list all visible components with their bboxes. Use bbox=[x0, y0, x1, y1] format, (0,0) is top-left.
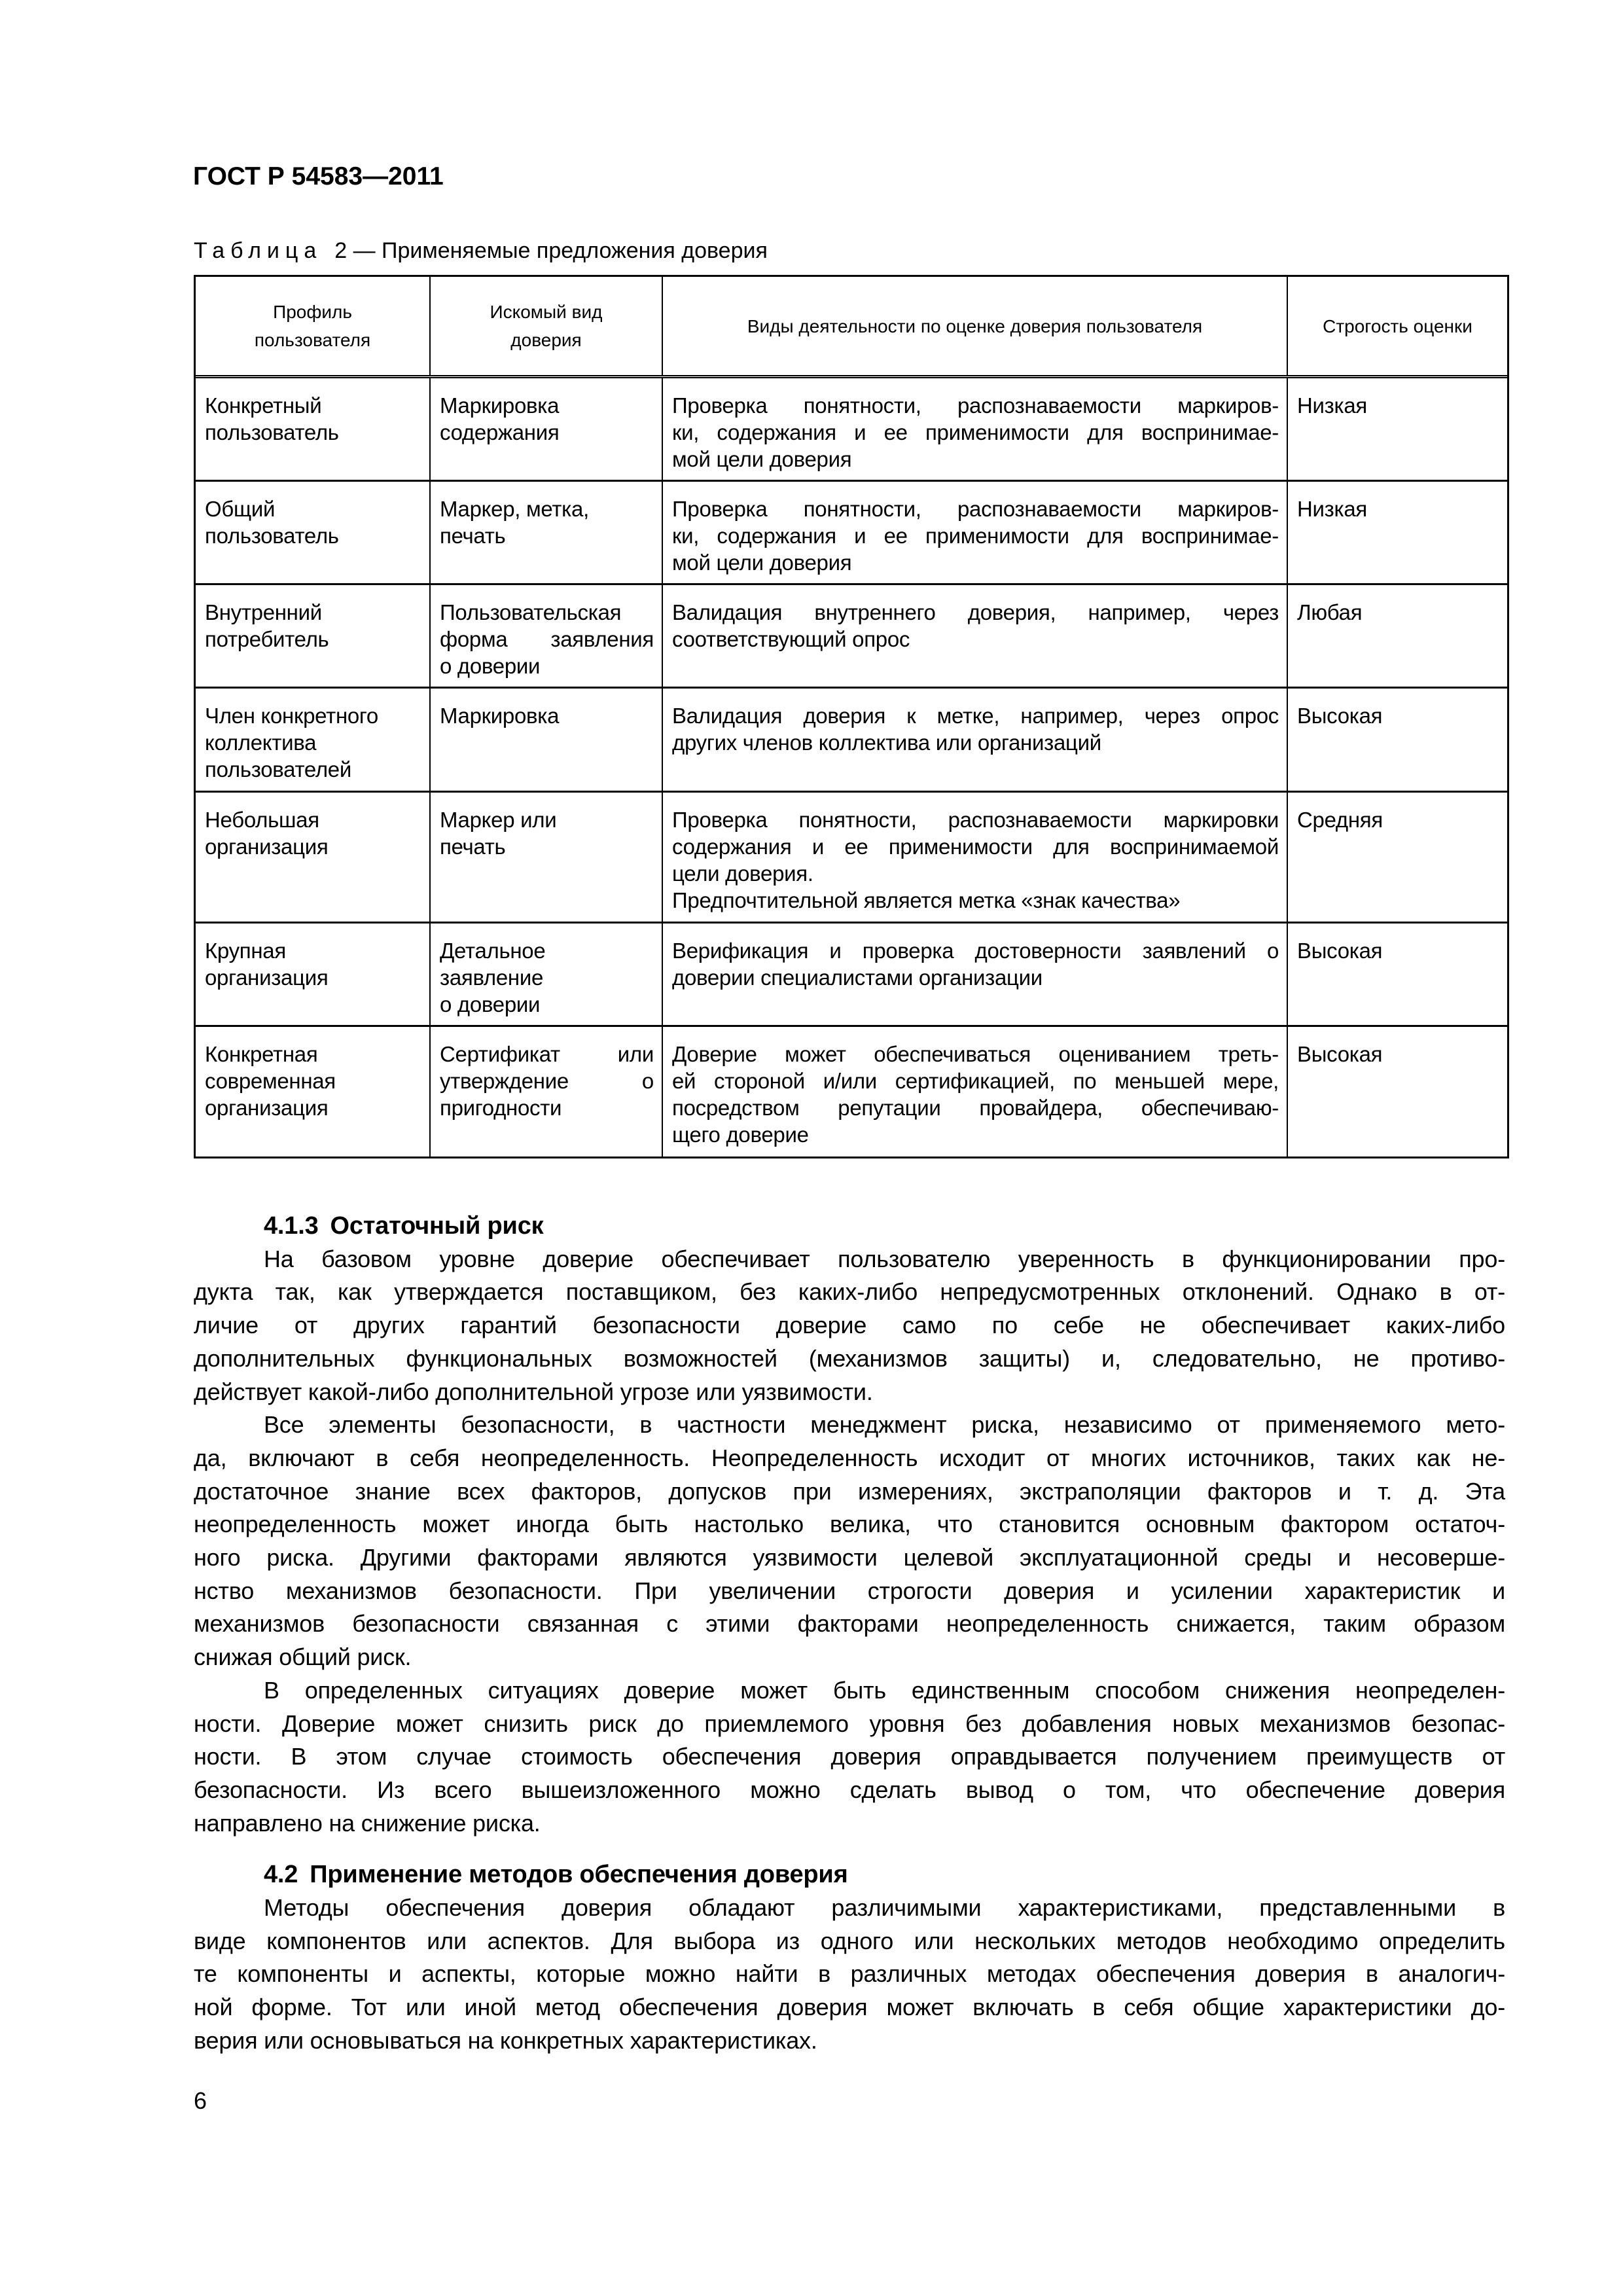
activities-cell bbox=[662, 1027, 1287, 1157]
header-assessment-rigor bbox=[1287, 277, 1507, 375]
text-line: Конкретный bbox=[205, 393, 322, 418]
rigor-cell bbox=[1287, 585, 1507, 687]
trust-type-cell bbox=[429, 482, 662, 583]
text-line: Внутренний bbox=[205, 600, 322, 624]
text-line: содержания bbox=[440, 420, 560, 444]
table-row bbox=[196, 480, 1507, 583]
table-row bbox=[196, 1025, 1507, 1157]
table-row bbox=[196, 583, 1507, 687]
section-heading-4-1-3 bbox=[194, 1210, 1505, 1243]
text-line: соответствующий опрос bbox=[672, 627, 910, 651]
paragraph bbox=[194, 1892, 1505, 2058]
text-line: Пользовательская bbox=[440, 600, 622, 624]
activities-cell bbox=[662, 378, 1287, 480]
text-line: Валидация доверия к метке, например, через опрос bbox=[672, 704, 1279, 728]
text-line: механизмов безопасности связанная с этими факторами неопределенность снижается, таким образом bbox=[194, 1610, 1505, 1638]
activities-cell bbox=[662, 482, 1287, 583]
text-line: безопасности. Из всего вышеизложенного можно сделать вывод о том, что обеспечение доверия bbox=[194, 1776, 1505, 1803]
text-line: организация bbox=[205, 965, 329, 990]
text-line: Член конкретного bbox=[205, 704, 378, 728]
rigor-cell bbox=[1287, 378, 1507, 480]
text-line: щего доверие bbox=[672, 1122, 809, 1147]
text-line: На базовом уровне доверие обеспечивает пользователю уверенность в функционировании про- bbox=[264, 1245, 1505, 1272]
text-line: Детальное bbox=[440, 939, 546, 963]
profile-cell bbox=[196, 689, 429, 791]
text-line: содержания и ее применимости для воспринимаемой bbox=[672, 834, 1279, 859]
table-row bbox=[196, 687, 1507, 791]
trust-type-cell bbox=[429, 1027, 662, 1157]
rigor-cell bbox=[1287, 924, 1507, 1025]
activities-cell bbox=[662, 689, 1287, 791]
table-row bbox=[196, 922, 1507, 1025]
section-4-1-3-paragraphs bbox=[194, 1243, 1505, 1840]
profile-cell bbox=[196, 482, 429, 583]
paragraph bbox=[194, 1408, 1505, 1674]
text-line: печать bbox=[440, 834, 506, 859]
header-user-profile bbox=[196, 277, 429, 375]
text-line: Профиль bbox=[273, 302, 352, 322]
text-line: Высокая bbox=[1297, 704, 1383, 728]
text-line: Низкая bbox=[1297, 497, 1367, 521]
text-line: Общий bbox=[205, 497, 276, 521]
text-line: о доверии bbox=[440, 654, 541, 678]
text-line: пользователь bbox=[205, 420, 339, 444]
text-line: ности. В этом случае стоимость обеспечения доверия оправдывается получением преимуществ от bbox=[194, 1743, 1505, 1770]
trust-type-cell bbox=[429, 793, 662, 922]
section-title: Остаточный риск bbox=[330, 1212, 544, 1240]
text-line: Высокая bbox=[1297, 1042, 1383, 1066]
table-row bbox=[196, 791, 1507, 922]
text-line: Маркер или bbox=[440, 808, 557, 832]
text-line: Доверие может обеспечиваться оцениванием треть- bbox=[672, 1042, 1279, 1066]
section-title: Применение методов обеспечения доверия bbox=[310, 1861, 848, 1889]
text-line: дополнительных функциональных возможностей (механизмов защиты) и, следовательно, не противо- bbox=[194, 1344, 1505, 1372]
text-line: снижая общий риск. bbox=[194, 1643, 412, 1671]
text-line: посредством репутации провайдера, обеспечиваю- bbox=[672, 1096, 1279, 1120]
text-line: личие от других гарантий безопасности доверие само по себе не обеспечивает каких-либо bbox=[194, 1312, 1505, 1339]
section-number: 4.2 bbox=[264, 1861, 298, 1889]
text-line: нство механизмов безопасности. При увеличении строгости доверия и усилении характеристик и bbox=[194, 1577, 1505, 1604]
text-line: доверии специалистами организации bbox=[672, 965, 1043, 990]
text-line: организация bbox=[205, 1096, 329, 1120]
text-line: Маркировка bbox=[440, 393, 560, 418]
text-line: ей стороной и/или сертификацией, по меньшей мере, bbox=[672, 1069, 1279, 1093]
text-line: Все элементы безопасности, в частности менеджмент риска, независимо от применяемого мето- bbox=[264, 1411, 1505, 1439]
text-line: Высокая bbox=[1297, 939, 1383, 963]
table-caption-title: 2 — Применяемые предложения доверия bbox=[334, 238, 768, 263]
rigor-cell bbox=[1287, 793, 1507, 922]
activities-cell bbox=[662, 793, 1287, 922]
profile-cell bbox=[196, 1027, 429, 1157]
text-line: организация bbox=[205, 834, 329, 859]
text-line: Крупная bbox=[205, 939, 286, 963]
trust-type-cell bbox=[429, 689, 662, 791]
text-line: Маркер, метка, bbox=[440, 497, 589, 521]
trust-type-cell bbox=[429, 378, 662, 480]
trust-offers-table bbox=[194, 275, 1509, 1158]
text-line: Методы обеспечения доверия обладают различимыми характеристиками, представленными в bbox=[264, 1894, 1505, 1922]
table-caption-prefix: Таблица bbox=[194, 238, 323, 263]
text-line: ности. Доверие может снизить риск до приемлемого уровня без добавления новых механизмов безопас- bbox=[194, 1710, 1505, 1737]
text-line: Предпочтительной является метка «знак качества» bbox=[672, 888, 1181, 912]
text-line: потребитель bbox=[205, 627, 329, 651]
profile-cell bbox=[196, 378, 429, 480]
text-line: неопределенность может иногда быть настолько велика, что становится основным фактором остаточ- bbox=[194, 1511, 1505, 1538]
text-line: ного риска. Другими факторами являются уязвимости целевой эксплуатационной среды и несоверше- bbox=[194, 1544, 1505, 1571]
trust-type-cell bbox=[429, 924, 662, 1025]
text-line: Валидация внутреннего доверия, например, через bbox=[672, 600, 1279, 624]
table-body bbox=[196, 378, 1507, 1157]
text-line: Искомый вид bbox=[490, 302, 603, 322]
table-caption bbox=[194, 240, 768, 262]
profile-cell bbox=[196, 924, 429, 1025]
text-line: действует какой-либо дополнительной угрозе или уязвимости. bbox=[194, 1378, 873, 1405]
text-line: ки, содержания и ее применимости для воспринимае- bbox=[672, 420, 1279, 444]
text-line: пользователя bbox=[254, 330, 371, 350]
text-line: современная bbox=[205, 1069, 336, 1093]
text-line: других членов коллектива или организаций bbox=[672, 730, 1101, 755]
text-line: форма заявления bbox=[440, 627, 654, 651]
rigor-cell bbox=[1287, 482, 1507, 583]
text-line: Верификация и проверка достоверности заявлений о bbox=[672, 939, 1279, 963]
paragraph bbox=[194, 1674, 1505, 1840]
text-line: Строгость оценки bbox=[1323, 315, 1472, 336]
text-line: Конкретная bbox=[205, 1042, 318, 1066]
profile-cell bbox=[196, 793, 429, 922]
text-line: о доверии bbox=[440, 992, 541, 1016]
text-line: ки, содержания и ее применимости для воспринимае- bbox=[672, 524, 1279, 548]
text-line: Любая bbox=[1297, 600, 1363, 624]
text-line: Средняя bbox=[1297, 808, 1383, 832]
page-number: 6 bbox=[194, 2087, 207, 2114]
activities-cell bbox=[662, 585, 1287, 687]
text-line: Виды деятельности по оценке доверия пользователя bbox=[747, 315, 1203, 336]
text-line: мой цели доверия bbox=[672, 447, 852, 471]
text-line: верия или основываться на конкретных характеристиках. bbox=[194, 2026, 817, 2054]
rigor-cell bbox=[1287, 689, 1507, 791]
rigor-cell bbox=[1287, 1027, 1507, 1157]
header-assessment-activities bbox=[662, 277, 1287, 375]
text-line: достаточное знание всех факторов, допусков при измерениях, экстраполяции факторов и т. д. Эта bbox=[194, 1477, 1505, 1505]
section-heading-4-2 bbox=[194, 1858, 1505, 1892]
activities-cell bbox=[662, 924, 1287, 1025]
table-header-row bbox=[196, 277, 1507, 378]
document-body bbox=[194, 1210, 1505, 2058]
header-trust-type bbox=[429, 277, 662, 375]
profile-cell bbox=[196, 585, 429, 687]
text-line: мой цели доверия bbox=[672, 550, 852, 575]
text-line: пользователей bbox=[205, 757, 351, 781]
text-line: да, включают в себя неопределенность. Неопределенность исходит от многих источников, таких как не- bbox=[194, 1444, 1505, 1471]
table-row bbox=[196, 378, 1507, 480]
text-line: Проверка понятности, распознаваемости маркировки bbox=[672, 808, 1279, 832]
text-line: Небольшая bbox=[205, 808, 319, 832]
text-line: коллектива bbox=[205, 730, 317, 755]
text-line: пользователь bbox=[205, 524, 339, 548]
text-line: дукта так, как утверждается поставщиком, без каких-либо непредусмотренных отклонений. Однако в от- bbox=[194, 1278, 1505, 1306]
text-line: цели доверия. bbox=[672, 861, 813, 886]
text-line: ной форме. Тот или иной метод обеспечения доверия может включать в себя общие характеристики до- bbox=[194, 1994, 1505, 2021]
paragraph bbox=[194, 1243, 1505, 1409]
text-line: утверждение о bbox=[440, 1069, 654, 1093]
text-line: направлено на снижение риска. bbox=[194, 1809, 541, 1837]
text-line: Сертификат или bbox=[440, 1042, 654, 1066]
text-line: пригодности bbox=[440, 1096, 562, 1120]
text-line: виде компонентов или аспектов. Для выбора из одного или нескольких методов необходимо определить bbox=[194, 1927, 1505, 1954]
section-4-2-paragraphs bbox=[194, 1892, 1505, 2058]
document-id-header: ГОСТ Р 54583—2011 bbox=[193, 162, 444, 190]
text-line: Маркировка bbox=[440, 704, 560, 728]
section-number: 4.1.3 bbox=[264, 1212, 319, 1240]
text-line: Проверка понятности, распознаваемости маркиров- bbox=[672, 393, 1279, 418]
text-line: Проверка понятности, распознаваемости маркиров- bbox=[672, 497, 1279, 521]
text-line: Низкая bbox=[1297, 393, 1367, 418]
text-line: В определенных ситуациях доверие может быть единственным способом снижения неопределен- bbox=[264, 1676, 1505, 1704]
trust-type-cell bbox=[429, 585, 662, 687]
text-line: печать bbox=[440, 524, 506, 548]
text-line: доверия bbox=[510, 330, 582, 350]
text-line: заявление bbox=[440, 965, 544, 990]
text-line: те компоненты и аспекты, которые можно найти в различных методах обеспечения доверия в аналогич- bbox=[194, 1960, 1505, 1988]
